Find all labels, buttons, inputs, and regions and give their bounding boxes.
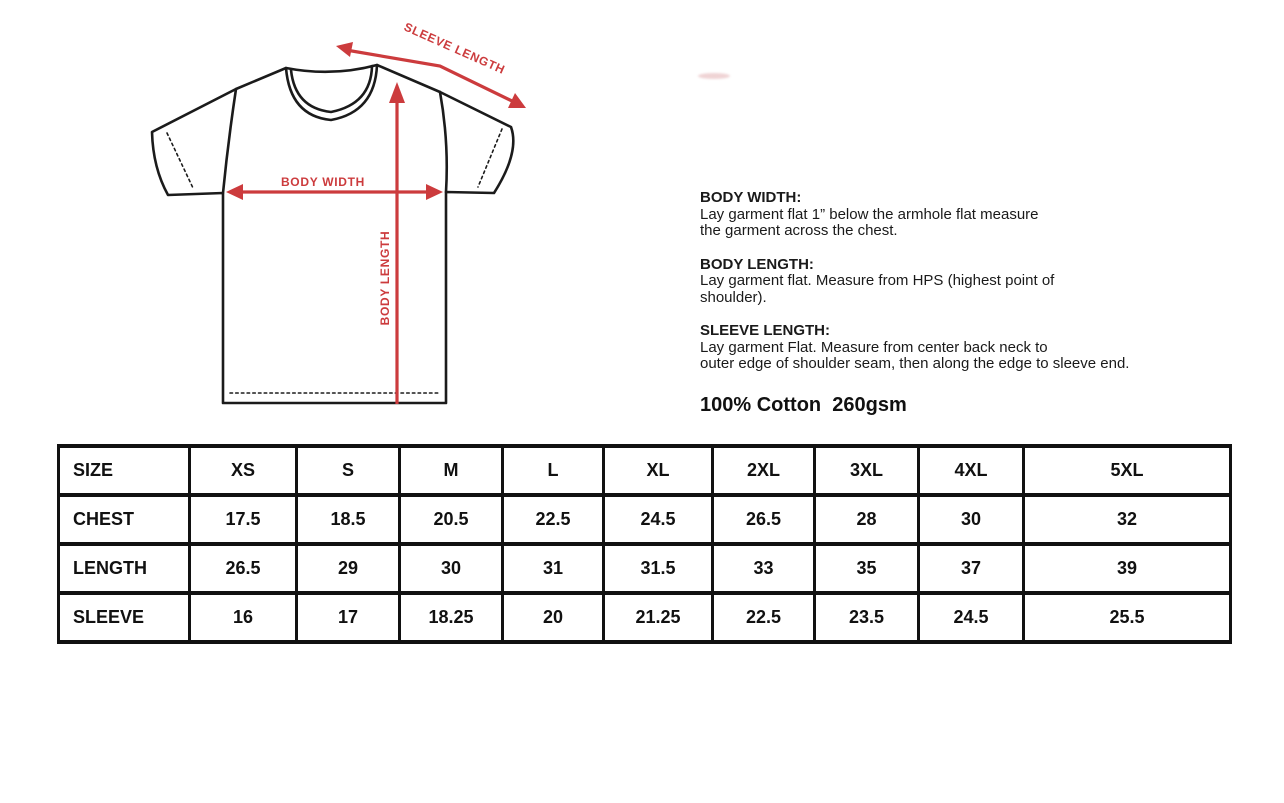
row-label: CHEST [59, 495, 190, 544]
body-length-section [700, 257, 1200, 307]
table-cell: 22.5 [713, 593, 815, 642]
table-cell: 28 [815, 495, 919, 544]
table-cell: 18.25 [400, 593, 503, 642]
header-s: S [297, 446, 400, 495]
body-length-label: BODY LENGTH [378, 230, 392, 326]
table-cell: 23.5 [815, 593, 919, 642]
table-cell: 30 [400, 544, 503, 593]
table-cell: 31 [503, 544, 604, 593]
body-width-label: BODY WIDTH [280, 175, 366, 189]
header-m: M [400, 446, 503, 495]
table-cell: 30 [919, 495, 1024, 544]
section-line: Lay garment flat. Measure from HPS (highest point of [700, 272, 1055, 289]
header-size: SIZE [59, 446, 190, 495]
tshirt-outline [152, 65, 513, 403]
section-title: BODY WIDTH: [700, 189, 802, 206]
table-cell: 21.25 [604, 593, 713, 642]
header-2xl: 2XL [713, 446, 815, 495]
size-table [57, 444, 1232, 644]
header-5xl: 5XL [1024, 446, 1231, 495]
table-row-sleeve [59, 593, 1231, 642]
table-cell: 17 [297, 593, 400, 642]
header-xs: XS [190, 446, 297, 495]
section-line: outer edge of shoulder seam, then along the edge to sleeve end. [700, 355, 1130, 372]
table-row-chest [59, 495, 1231, 544]
table-cell: 26.5 [713, 495, 815, 544]
table-cell: 22.5 [503, 495, 604, 544]
table-cell: 25.5 [1024, 593, 1231, 642]
table-cell: 20.5 [400, 495, 503, 544]
sleeve-length-section [700, 323, 1200, 373]
sleeve-length-arrowhead-left [336, 42, 353, 57]
table-cell: 31.5 [604, 544, 713, 593]
table-cell: 17.5 [190, 495, 297, 544]
header-3xl: 3XL [815, 446, 919, 495]
section-title: SLEEVE LENGTH: [700, 322, 831, 339]
stray-red-mark [698, 73, 730, 79]
tshirt-measurement-diagram [130, 15, 550, 415]
section-line: Lay garment Flat. Measure from center back neck to [700, 338, 1048, 356]
table-cell: 37 [919, 544, 1024, 593]
table-cell: 29 [297, 544, 400, 593]
sleeve-length-label: SLEEVE LENGTH [401, 19, 508, 77]
table-cell: 24.5 [919, 593, 1024, 642]
table-cell: 20 [503, 593, 604, 642]
header-l: L [503, 446, 604, 495]
header-4xl: 4XL [919, 446, 1024, 495]
table-cell: 32 [1024, 495, 1231, 544]
row-label: LENGTH [59, 544, 190, 593]
table-cell: 35 [815, 544, 919, 593]
body-width-section [700, 190, 1200, 240]
section-line: Lay garment flat 1” below the armhole flat measure [700, 205, 1039, 223]
row-label: SLEEVE [59, 593, 190, 642]
table-cell: 39 [1024, 544, 1231, 593]
table-cell: 16 [190, 593, 297, 642]
table-cell: 24.5 [604, 495, 713, 544]
table-row-length [59, 544, 1231, 593]
table-header-row [59, 446, 1231, 495]
table-cell: 26.5 [190, 544, 297, 593]
measurement-instructions [700, 190, 1200, 417]
table-cell: 18.5 [297, 495, 400, 544]
header-xl: XL [604, 446, 713, 495]
material-info: 100% Cotton 260gsm [700, 393, 907, 416]
table-cell: 33 [713, 544, 815, 593]
tshirt-drawing [152, 65, 513, 403]
section-line: the garment across the chest. [700, 222, 898, 239]
section-line: shoulder). [700, 288, 767, 306]
section-title: BODY LENGTH: [700, 255, 814, 273]
